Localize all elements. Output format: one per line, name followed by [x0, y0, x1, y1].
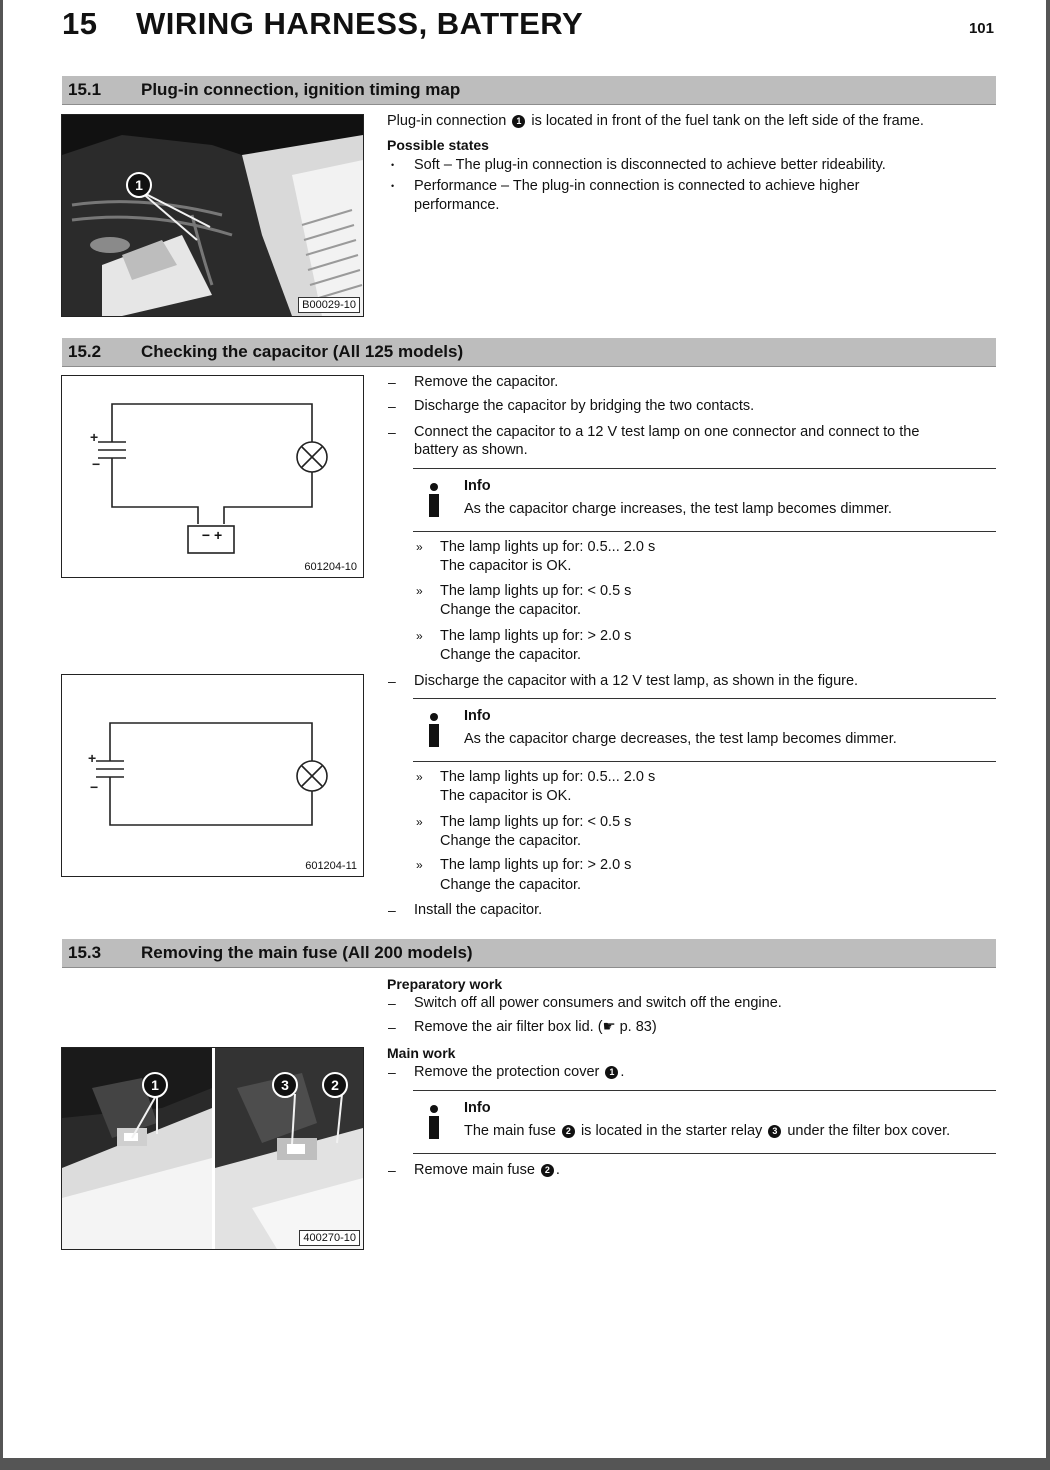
section-header-15-1: [62, 76, 996, 105]
check-condition: The lamp lights up for: > 2.0 s: [440, 628, 632, 644]
chapter-number: 15: [62, 6, 98, 41]
prep-step-remove-lid: [414, 1018, 657, 1036]
check-result: The capacitor is OK.: [440, 788, 572, 804]
section-title: Plug-in connection, ignition timing map: [141, 80, 461, 99]
check-marker: »: [416, 584, 423, 598]
svg-text:+: +: [90, 429, 99, 445]
dash-marker: –: [388, 424, 396, 440]
svg-text:+: +: [88, 750, 97, 766]
bullet-marker: •: [391, 160, 395, 170]
section-number: 15.2: [68, 342, 102, 361]
svg-text:−: −: [90, 779, 99, 795]
section-title: Removing the main fuse (All 200 models): [141, 943, 473, 962]
dash-marker: –: [388, 398, 396, 414]
info-text-part: is located in the starter relay: [580, 1123, 763, 1139]
possible-states-heading: Possible states: [387, 137, 489, 153]
dash-marker: –: [388, 1019, 396, 1035]
main-step-remove-cover: [414, 1063, 624, 1081]
step-install-capacitor: Install the capacitor.: [414, 902, 543, 918]
s1-intro-before: Plug-in connection: [387, 113, 507, 129]
check-condition: The lamp lights up for: < 0.5 s: [440, 814, 632, 830]
check-result: Change the capacitor.: [440, 833, 582, 849]
main-step-text: Remove the protection cover: [414, 1064, 600, 1080]
dash-marker: –: [388, 673, 396, 689]
period: .: [555, 1162, 560, 1178]
capacitor-charge-circuit-diagram: [61, 375, 364, 578]
info-text: As the capacitor charge decreases, the test lamp becomes dimmer.: [464, 731, 897, 747]
callout-2: 2: [322, 1072, 348, 1098]
check-result: Change the capacitor.: [440, 647, 582, 663]
check-condition: The lamp lights up for: 0.5... 2.0 s: [440, 539, 656, 555]
inline-callout-1: 1: [512, 115, 525, 128]
bullet-marker: •: [391, 181, 395, 191]
check-result: The capacitor is OK.: [440, 558, 572, 574]
figure-code: 400270-10: [299, 1230, 360, 1246]
preparatory-work-heading: Preparatory work: [387, 976, 503, 992]
battery-symbol: − +: [201, 527, 223, 543]
capacitor-discharge-circuit-diagram: [61, 674, 364, 877]
main-fuse-photo: [61, 1047, 364, 1250]
prep-step-text: Remove the air filter box lid. (: [414, 1019, 603, 1035]
s1-intro: [387, 112, 924, 130]
fuse-photo-illustration: [62, 1048, 363, 1249]
main-step-remove-fuse: [414, 1161, 560, 1179]
step-discharge-bridge: Discharge the capacitor by bridging the two contacts.: [414, 398, 755, 414]
info-text-part: The main fuse: [464, 1123, 556, 1139]
section-title: Checking the capacitor (All 125 models): [141, 342, 464, 361]
figure-code: B00029-10: [298, 297, 360, 313]
info-title: Info: [464, 708, 491, 724]
dash-marker: –: [388, 1162, 396, 1178]
s1-bullet-performance: Performance – The plug-in connection is connected to achieve higher: [414, 178, 860, 194]
check-condition: The lamp lights up for: > 2.0 s: [440, 857, 632, 873]
dash-marker: –: [388, 995, 396, 1011]
s1-intro-after: is located in front of the fuel tank on the left side of the frame.: [531, 113, 924, 129]
engine-photo-illustration: [62, 115, 363, 316]
circuit-diagram-lamp-only: [62, 675, 363, 876]
plug-in-connection-photo: [61, 114, 364, 317]
info-text: As the capacitor charge increases, the test lamp becomes dimmer.: [464, 501, 892, 517]
info-box-charge: [413, 468, 996, 532]
callout-3: 3: [272, 1072, 298, 1098]
prep-step-switch-off: Switch off all power consumers and switch off the engine.: [414, 995, 782, 1011]
check-marker: »: [416, 540, 423, 554]
info-title: Info: [464, 478, 491, 494]
dash-marker: –: [388, 1064, 396, 1080]
check-result: Change the capacitor.: [440, 877, 582, 893]
inline-callout-3: 3: [768, 1125, 781, 1138]
main-step-text: Remove main fuse: [414, 1162, 535, 1178]
period: .: [620, 1064, 625, 1080]
figure-code: 601204-10: [301, 560, 360, 574]
circuit-diagram-with-battery: [62, 376, 363, 577]
s1-bullet-soft: Soft – The plug-in connection is disconnected to achieve better rideability.: [414, 157, 886, 173]
check-marker: »: [416, 858, 423, 872]
page-edge-right: [1046, 0, 1050, 1470]
check-marker: »: [416, 770, 423, 784]
page-edge-left: [0, 0, 3, 1470]
info-box-fuse: [413, 1090, 996, 1154]
step-connect-lamp-cont: battery as shown.: [414, 442, 528, 458]
inline-callout-2: 2: [541, 1164, 554, 1177]
inline-callout-2: 2: [562, 1125, 575, 1138]
page-edge-bottom: [0, 1458, 1050, 1470]
callout-1: 1: [142, 1072, 168, 1098]
svg-text:−: −: [92, 456, 101, 472]
section-number: 15.3: [68, 943, 102, 962]
info-text-part: under the filter box cover.: [787, 1123, 951, 1139]
page-reference[interactable]: p. 83): [619, 1019, 657, 1035]
pointer-icon: ☛: [602, 1019, 616, 1035]
figure-code: 601204-11: [302, 859, 360, 873]
section-header-15-2: [62, 338, 996, 367]
section-number: 15.1: [68, 80, 102, 99]
inline-callout-1: 1: [605, 1066, 618, 1079]
step-remove-capacitor: Remove the capacitor.: [414, 374, 559, 390]
check-result: Change the capacitor.: [440, 602, 582, 618]
step-discharge-lamp: Discharge the capacitor with a 12 V test lamp, as shown in the figure.: [414, 673, 859, 689]
main-work-heading: Main work: [387, 1045, 456, 1061]
section-header-15-3: [62, 939, 996, 968]
step-connect-lamp: Connect the capacitor to a 12 V test lamp on one connector and connect to the: [414, 424, 920, 440]
dash-marker: –: [388, 374, 396, 390]
chapter-header: [62, 6, 996, 46]
info-title: Info: [464, 1100, 491, 1116]
page-number: 101: [968, 20, 994, 37]
callout-1: 1: [126, 172, 152, 198]
dash-marker: –: [388, 902, 396, 918]
chapter-title: WIRING HARNESS, BATTERY: [136, 6, 584, 41]
check-condition: The lamp lights up for: < 0.5 s: [440, 583, 632, 599]
info-box-discharge: [413, 698, 996, 762]
info-text: [464, 1123, 950, 1139]
check-condition: The lamp lights up for: 0.5... 2.0 s: [440, 769, 656, 785]
check-marker: »: [416, 815, 423, 829]
s1-bullet-performance-cont: performance.: [414, 197, 500, 213]
check-marker: »: [416, 629, 423, 643]
